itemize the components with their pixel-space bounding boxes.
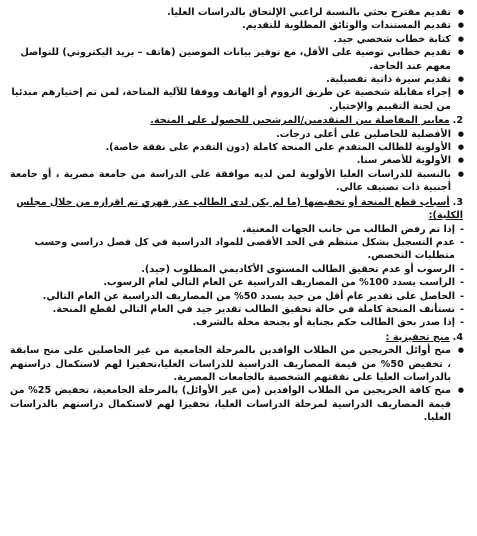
section-3-heading (10, 196, 465, 223)
list-item: - عدم التسجيل بشكل منتظم في الحد الأقصى للمواد الدراسية في كل فصل دراسي وحسب متطلبات التخصص. (10, 236, 465, 263)
section-title: أسباب قطع المنحة أو تخفيضها (ما لم يكن لدى الطالب عذر قهري تم اقراره من خلال مجلس الكلية): (16, 196, 463, 222)
requirements-list (10, 6, 465, 113)
section-3-list (10, 223, 465, 330)
list-item: - تستأنف المنحة كاملة في حالة تحقيق الطالب تقدير جيد في العام التالي لقطع المنحة. (10, 303, 465, 316)
section-4-heading (10, 331, 465, 344)
section-number: 4. (452, 331, 463, 343)
list-item: - الراسب يسدد 100% من المصاريف الدراسية عن العام التالي لعام الرسوب. (10, 276, 465, 289)
requirement-item: ● تقديم سيرة ذاتية تفصيلية. (10, 73, 465, 86)
list-item: ● منح أوائل الخريجين من الطلاب الوافدين بالمرحلة الجامعية من غير الحاصلين على منح سابقة ، تخفيض 50% من قيمة المصاريف الدراسية للدراسات العليا،تحفيزا لهم لاستكمال دراستهم بالدراسات العليا على نفقتهم الشخصية بالجامعات المصرية. (10, 344, 465, 384)
list-item: ● بالنسبة للدراسات العليا الأولوية لمن لديه موافقة على الدراسة من جامعة مصرية ، أو جامعة أجنبية ذات تصنيف عالي. (10, 168, 465, 195)
list-item: - إذا تم رفض الطالب من جانب الجهات المعنية. (10, 223, 465, 236)
list-item: - إذا صدر بحق الطالب حكم بجناية أو بجنحة مخلة بالشرف. (10, 316, 465, 329)
list-item: ● الأفضلية للحاصلين على أعلى درجات. (10, 128, 465, 141)
section-title: منح تحفيزية : (385, 331, 450, 343)
list-item: ● الأولوية للأصغر سنا. (10, 154, 465, 167)
section-4-list (10, 344, 465, 424)
document-page (10, 6, 465, 425)
requirement-item: ● تقديم المستندات والوثائق المطلوبة للتقديم. (10, 19, 465, 32)
section-title: معايير المفاضلة بين المتقدمين/المرشحين للحصول على المنحة. (150, 115, 450, 127)
section-2-list (10, 128, 465, 195)
list-item: - الرسوب أو عدم تحقيق الطالب المستوى الأكاديمي المطلوب (جيد). (10, 263, 465, 276)
section-number: 3. (452, 196, 463, 208)
requirement-item: ● تقديم خطابي توصية على الأقل، مع توفير بيانات الموصين (هاتف – بريد اليكتروني) للتواصل معهم عند الحاجة. (10, 46, 465, 73)
section-number: 2. (452, 115, 463, 127)
requirement-item: ● إجراء مقابلة شخصية عن طريق الزووم أو الهاتف ووفقا للآلية المتاحة، لمن تم إختيارهم مبدئيا من لجنة التقييم والإختيار. (10, 86, 465, 113)
list-item: ● الأولوية للطالب المتقدم على المنحة كاملة (دون التقدم على نفقة خاصة). (10, 141, 465, 154)
requirement-item: ● تقديم مقترح بحثي بالنسبة لراغبي الإلتحاق بالدراسات العليا. (10, 6, 465, 19)
requirement-item: ● كتابة خطاب شخصي جيد. (10, 33, 465, 46)
section-2-heading (10, 114, 465, 127)
list-item: - الحاصل على تقدير عام أقل من جيد يسدد 50% من المصاريف الدراسية عن العام التالي. (10, 290, 465, 303)
list-item: ● منح كافة الخريجين من الطلاب الوافدين (من غير الأوائل) بالمرحلة الجامعية، تخفيض 25% من قيمة المصاريف الدراسية لمرحلة الدراسات العليا، تحفيزا لهم لاستكمال دراستهم بالدراسات العليا. (10, 384, 465, 424)
